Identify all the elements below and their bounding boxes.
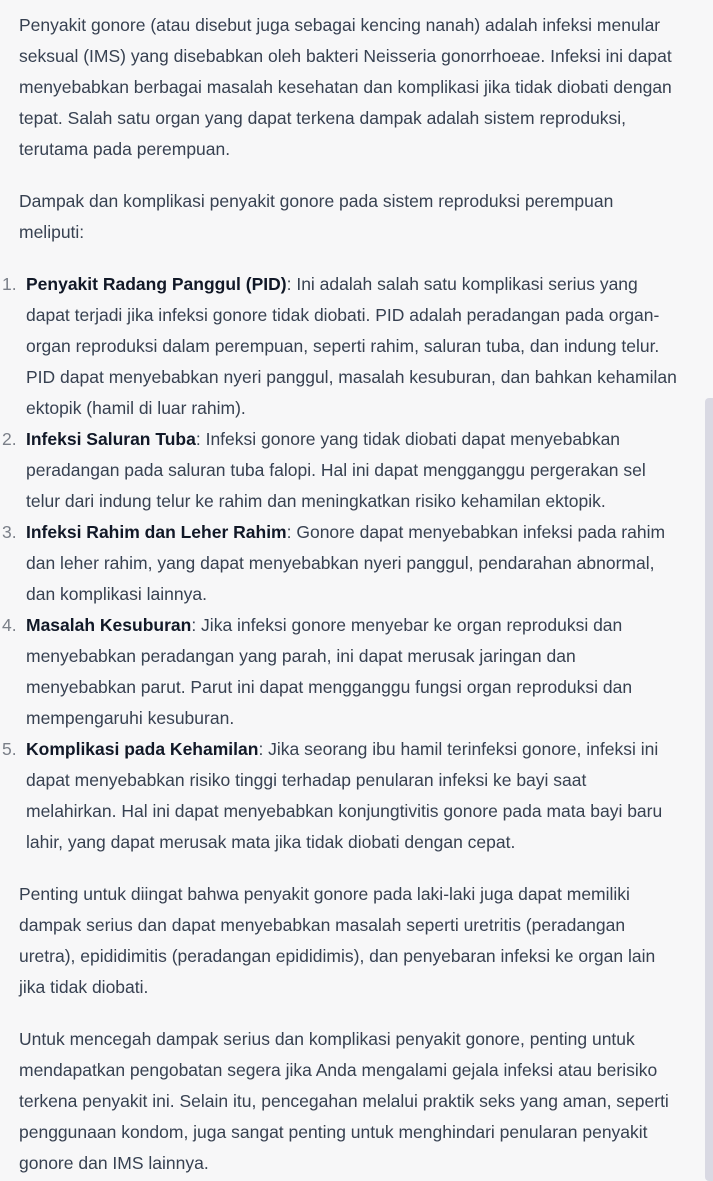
list-item	[2, 517, 681, 610]
list-item	[2, 610, 681, 734]
list-number: 2.	[2, 429, 17, 449]
male-impact-paragraph: Penting untuk diingat bahwa penyakit gonore pada laki-laki juga dapat memiliki dampak serius dan dapat menyebabkan masalah seperti uretritis (peradangan uretra), epididimitis (peradangan epididimis), dan penyebaran infeksi ke organ lain jika tidak diobati.	[19, 884, 656, 997]
list-item	[2, 424, 681, 517]
lead-paragraph: Dampak dan komplikasi penyakit gonore pada sistem reproduksi perempuan meliputi:	[19, 191, 614, 242]
list-item-text: : Ini adalah salah satu komplikasi serius yang dapat terjadi jika infeksi gonore tidak diobati. PID adalah peradangan pada organ-organ reproduksi dalam perempuan, seperti rahim, saluran tuba, dan indung telur. PID dapat menyebabkan nyeri panggul, masalah kesuburan, dan bahkan kehamilan ektopik (hamil di luar rahim).	[26, 274, 677, 418]
list-item	[2, 734, 681, 858]
list-item-text: : Jika infeksi gonore menyebar ke organ reproduksi dan menyebabkan peradangan yang parah, ini dapat merusak jaringan dan menyebabkan parut. Parut ini dapat mengganggu fungsi organ reproduksi dan mempengaruhi kesuburan.	[26, 615, 633, 728]
list-item-text: : Jika seorang ibu hamil terinfeksi gonore, infeksi ini dapat menyebabkan risiko tinggi terhadap penularan infeksi ke bayi saat melahirkan. Hal ini dapat menyebabkan konjungtivitis gonore pada mata bayi baru lahir, yang dapat merusak mata jika tidak diobati dengan cepat.	[26, 739, 663, 852]
list-number: 3.	[2, 522, 17, 542]
intro-paragraph: Penyakit gonore (atau disebut juga sebagai kencing nanah) adalah infeksi menular seksual (IMS) yang disebabkan oleh bakteri Neisseria gonorrhoeae. Infeksi ini dapat menyebabkan berbagai masalah kesehatan dan komplikasi jika tidak diobati dengan tepat. Salah satu organ yang dapat terkena dampak adalah sistem reproduksi, terutama pada perempuan.	[19, 15, 672, 159]
list-item-text: : Infeksi gonore yang tidak diobati dapat menyebabkan peradangan pada saluran tuba falopi. Hal ini dapat mengganggu pergerakan sel telur dari indung telur ke rahim dan meningkatkan risiko kehamilan ektopik.	[26, 429, 646, 511]
list-item-title: Komplikasi pada Kehamilan	[26, 739, 259, 759]
list-item-title: Infeksi Saluran Tuba	[26, 429, 196, 449]
list-item-title: Infeksi Rahim dan Leher Rahim	[26, 522, 287, 542]
scrollbar-thumb[interactable]	[705, 398, 713, 1181]
list-item-text: : Gonore dapat menyebabkan infeksi pada rahim dan leher rahim, yang dapat menyebabkan nyeri panggul, pendarahan abnormal, dan komplikasi lainnya.	[26, 522, 666, 604]
list-item-title: Masalah Kesuburan	[26, 615, 192, 635]
list-number: 4.	[2, 615, 17, 635]
list-item	[2, 269, 681, 424]
chat-response	[2, 10, 681, 1179]
complications-list	[2, 269, 681, 858]
list-number: 1.	[2, 274, 17, 294]
list-number: 5.	[2, 739, 17, 759]
list-item-title: Penyakit Radang Panggul (PID)	[26, 274, 287, 294]
prevention-paragraph: Untuk mencegah dampak serius dan komplikasi penyakit gonore, penting untuk mendapatkan pengobatan segera jika Anda mengalami gejala infeksi atau berisiko terkena penyakit ini. Selain itu, pencegahan melalui praktik seks yang aman, seperti penggunaan kondom, juga sangat penting untuk menghindari penularan penyakit gonore dan IMS lainnya.	[19, 1029, 669, 1173]
